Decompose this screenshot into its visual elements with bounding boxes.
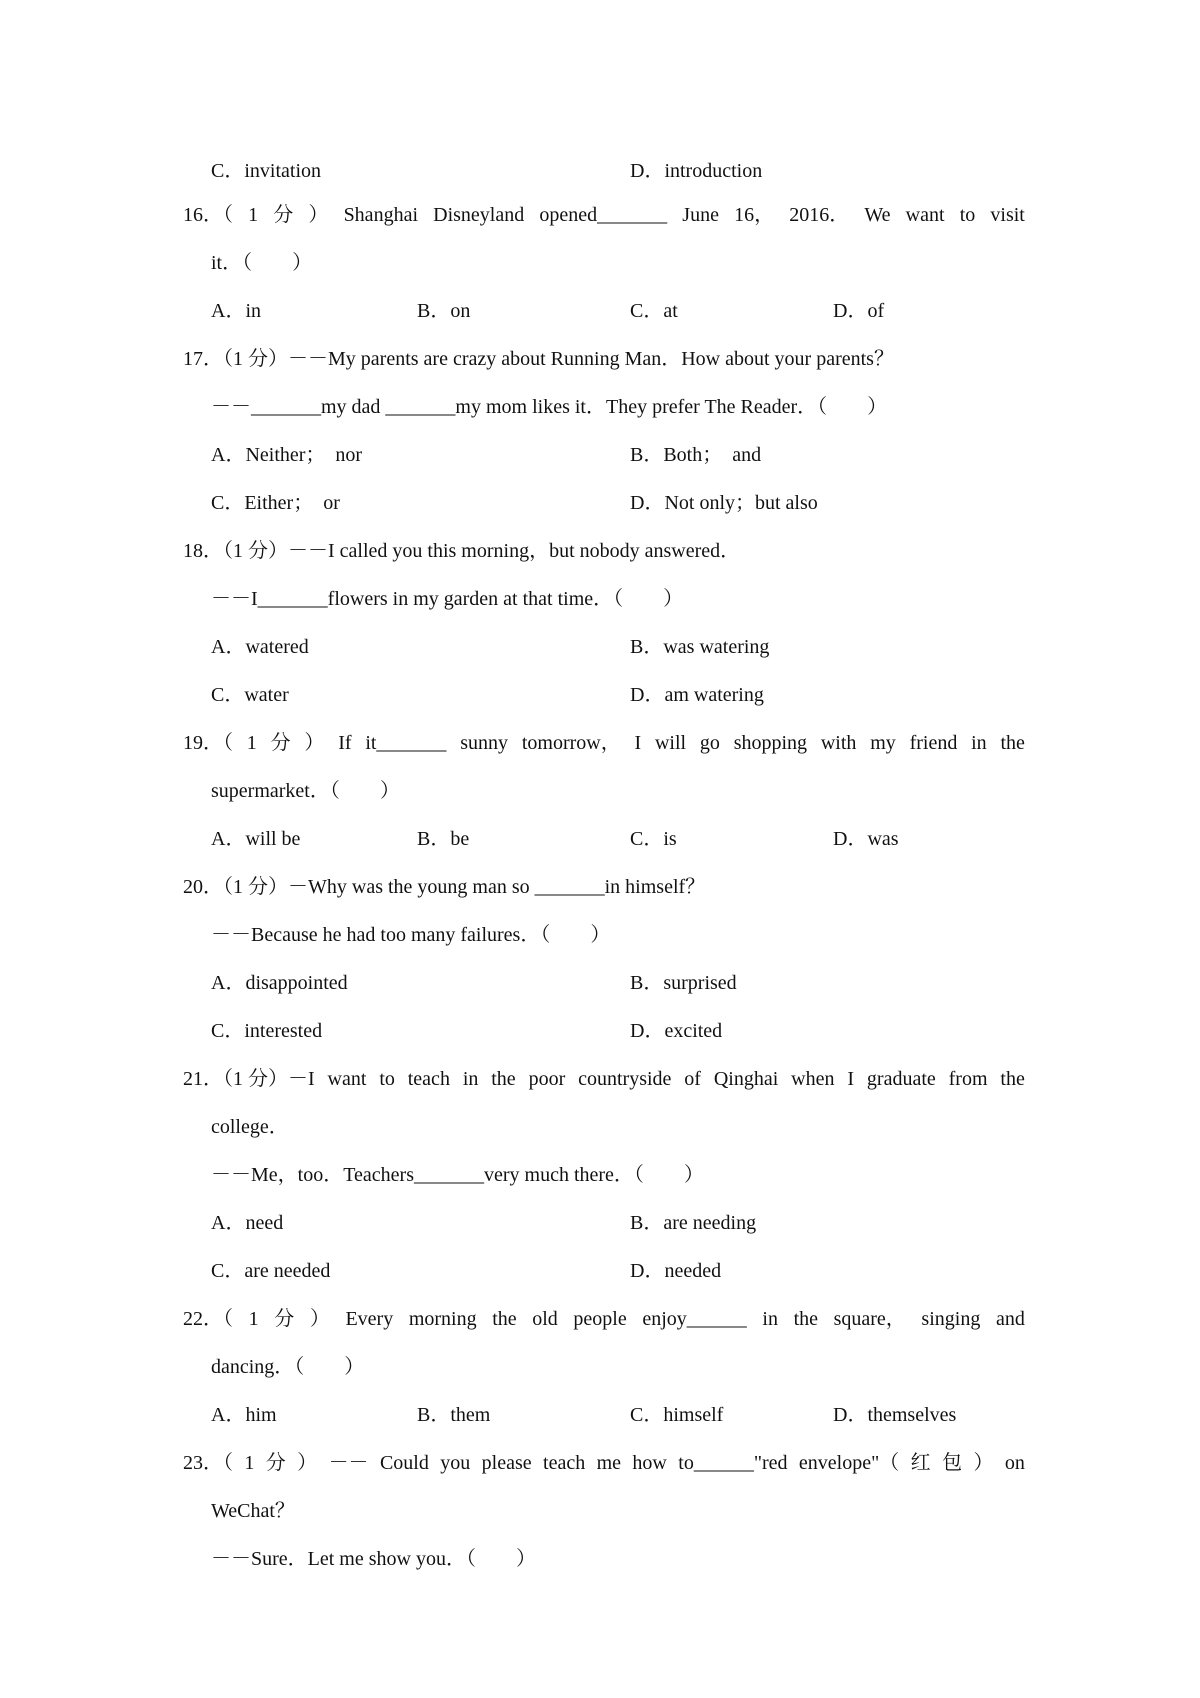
q20-option-b[interactable]: B．surprised [630, 972, 737, 994]
q18-dialog: －－I_______flowers in my garden at that time．（ ） [211, 588, 684, 610]
q22-option-d[interactable]: D．themselves [833, 1404, 957, 1426]
q22-stem: 22．（ 1 分 ） Every morning the old people enjoy______ in the square， singing and [183, 1308, 1025, 1330]
q20-option-c[interactable]: C．interested [211, 1020, 323, 1042]
q16-option-b[interactable]: B．on [417, 300, 471, 322]
q22-stem-cont: dancing．（ ） [211, 1356, 365, 1378]
q18-option-b[interactable]: B．was watering [630, 636, 770, 658]
q17-option-b[interactable]: B．Both； and [630, 444, 762, 466]
q20-option-a[interactable]: A．disappointed [211, 972, 348, 994]
q15-option-c[interactable]: C．invitation [211, 160, 321, 182]
q21-option-c[interactable]: C．are needed [211, 1260, 331, 1282]
q22-option-a[interactable]: A．him [211, 1404, 277, 1426]
q18-option-a[interactable]: A．watered [211, 636, 309, 658]
q21-option-d[interactable]: D．needed [630, 1260, 722, 1282]
q16-option-a[interactable]: A．in [211, 300, 261, 322]
q17-option-a[interactable]: A．Neither； nor [211, 444, 363, 466]
q18-option-c[interactable]: C．water [211, 684, 289, 706]
q21-option-a[interactable]: A．need [211, 1212, 284, 1234]
q19-option-d[interactable]: D．was [833, 828, 899, 850]
q21-stem-cont: college． [211, 1116, 289, 1138]
q23-dialog: －－Sure．Let me show you．（ ） [211, 1548, 536, 1570]
q21-stem: 21．（1 分）－I want to teach in the poor countryside of Qinghai when I graduate from the [183, 1068, 1025, 1090]
q16-option-c[interactable]: C．at [630, 300, 678, 322]
q17-stem: 17．（1 分）－－My parents are crazy about Running Man．How about your parents？ [183, 348, 894, 370]
q19-option-a[interactable]: A．will be [211, 828, 301, 850]
q16-option-d[interactable]: D．of [833, 300, 885, 322]
q19-stem: 19．（ 1 分 ） If it_______ sunny tomorrow， I will go shopping with my friend in the [183, 732, 1025, 754]
q22-option-b[interactable]: B．them [417, 1404, 491, 1426]
q20-option-d[interactable]: D．excited [630, 1020, 723, 1042]
q21-option-b[interactable]: B．are needing [630, 1212, 757, 1234]
q19-stem-cont: supermarket．（ ） [211, 780, 400, 802]
q17-option-d[interactable]: D．Not only；but also [630, 492, 818, 514]
q19-option-b[interactable]: B．be [417, 828, 470, 850]
q23-stem: 23．（ 1 分 ） －－ Could you please teach me how to______"red envelope"（ 红 包 ） on [183, 1452, 1025, 1474]
q20-dialog: －－Because he had too many failures．（ ） [211, 924, 611, 946]
q17-option-c[interactable]: C．Either； or [211, 492, 340, 514]
q21-dialog: －－Me，too．Teachers_______very much there．（ ） [211, 1164, 704, 1186]
q23-stem-cont: WeChat？ [211, 1500, 295, 1522]
q22-option-c[interactable]: C．himself [630, 1404, 724, 1426]
q20-stem: 20．（1 分）－Why was the young man so _______in himself？ [183, 876, 706, 898]
q15-option-d[interactable]: D．introduction [630, 160, 763, 182]
q17-dialog: －－_______my dad _______my mom likes it．They prefer The Reader．（ ） [211, 396, 888, 418]
q18-stem: 18．（1 分）－－I called you this morning，but nobody answered． [183, 540, 741, 562]
q16-stem: 16．（ 1 分 ） Shanghai Disneyland opened_______ June 16， 2016． We want to visit [183, 204, 1025, 226]
q18-option-d[interactable]: D．am watering [630, 684, 764, 706]
q16-stem-cont: it．（ ） [211, 252, 313, 274]
q19-option-c[interactable]: C．is [630, 828, 677, 850]
